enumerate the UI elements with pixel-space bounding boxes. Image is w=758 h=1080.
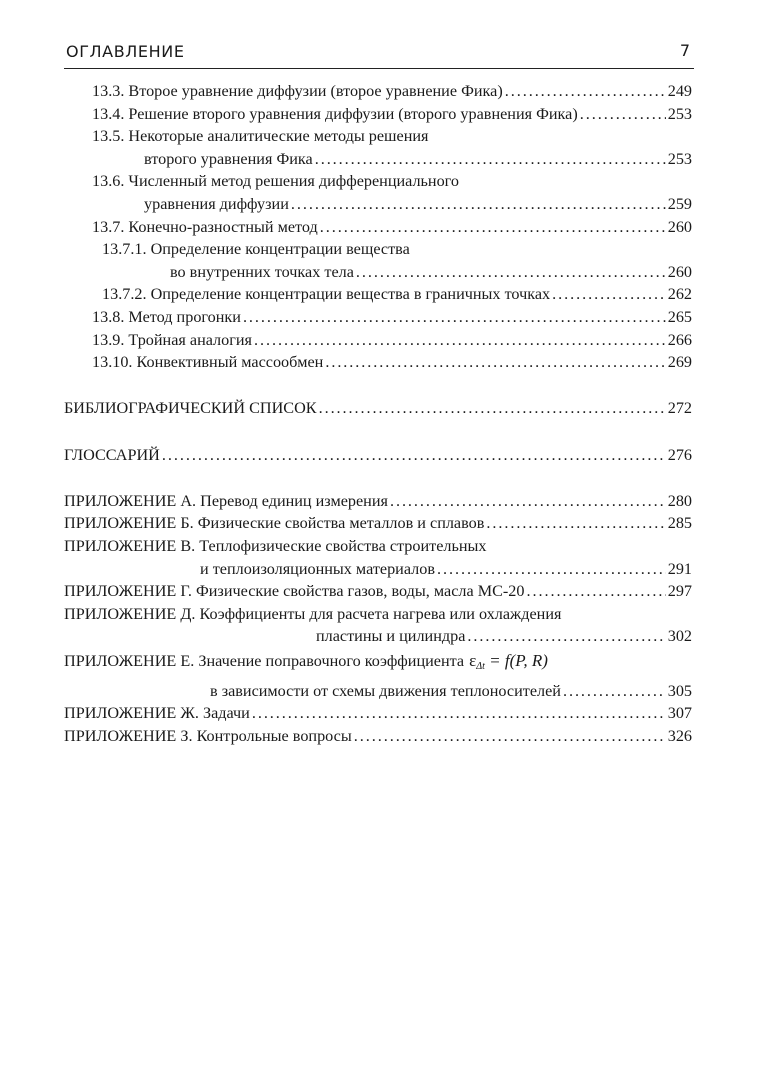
formula-subscript: Δt: [476, 660, 485, 672]
toc-entry-appendix-v[interactable]: [64, 535, 692, 580]
toc-page: 276: [667, 445, 692, 464]
toc-number: 13.7.1.: [102, 240, 147, 259]
toc-title: Определение концентрации вещества в граничных точках: [150, 285, 551, 304]
toc-page: 291: [667, 559, 692, 578]
dot-leader: [486, 512, 665, 535]
dot-leader: [437, 558, 666, 581]
toc-title: Физические свойства металлов и сплавов: [197, 514, 485, 533]
toc-number: 13.4.: [92, 104, 125, 123]
dot-leader: [325, 351, 665, 374]
toc-entry-appendix-a[interactable]: [64, 490, 692, 513]
formula-rest: = f(P, R): [489, 650, 548, 670]
toc-title: Определение концентрации вещества: [150, 240, 410, 259]
toc-entry-13-3[interactable]: [64, 80, 692, 103]
toc-page: 280: [667, 491, 692, 510]
dot-leader: [354, 725, 666, 748]
toc-entry-13-5[interactable]: [64, 125, 692, 170]
toc-page: 326: [667, 727, 692, 746]
toc-title: Конечно-разностный метод: [128, 217, 318, 236]
dot-leader: [467, 625, 665, 648]
spacer: [64, 467, 692, 490]
toc-page: 297: [667, 582, 692, 601]
toc-entry-appendix-e[interactable]: [64, 648, 692, 703]
dot-leader: [356, 261, 666, 284]
toc-title-cont: второго уравнения Фика: [144, 149, 313, 168]
toc-label: ПРИЛОЖЕНИЕ Д.: [64, 604, 196, 623]
toc-title: Решение второго уравнения диффузии (второго уравнения Фика): [128, 104, 578, 123]
dot-leader: [526, 580, 665, 603]
spacer: [64, 420, 692, 443]
spacer: [64, 374, 692, 396]
toc-title: Контрольные вопросы: [196, 727, 352, 746]
toc-title: Некоторые аналитические методы решения: [128, 127, 429, 146]
toc-number: 13.10.: [92, 353, 133, 372]
toc-entry-bibliography[interactable]: [64, 396, 692, 420]
header-title: ОГЛАВЛЕНИЕ: [66, 42, 185, 61]
toc-number: 13.7.2.: [102, 285, 147, 304]
toc-title: Численный метод решения дифференциального: [128, 172, 460, 191]
table-of-contents: [64, 80, 692, 748]
toc-page: 265: [667, 307, 692, 326]
dot-leader: [390, 490, 666, 513]
toc-title: Коэффициенты для расчета нагрева или охлаждения: [199, 604, 562, 623]
toc-number: 13.9.: [92, 330, 125, 349]
header-page-number: 7: [679, 41, 690, 60]
correction-coefficient-formula: [469, 648, 548, 680]
toc-label: ПРИЛОЖЕНИЕ Г.: [64, 582, 192, 601]
toc-page: 272: [667, 398, 692, 417]
toc-label: ПРИЛОЖЕНИЕ Е.: [64, 651, 195, 670]
toc-title: Конвективный массообмен: [136, 353, 324, 372]
toc-page: 307: [667, 704, 692, 723]
toc-title: Метод прогонки: [128, 307, 241, 326]
dot-leader: [252, 702, 666, 725]
toc-page: 305: [667, 681, 692, 700]
toc-title-cont: и теплоизоляционных материалов: [200, 559, 435, 578]
toc-entry-13-9[interactable]: [64, 329, 692, 352]
toc-entry-13-7[interactable]: [64, 216, 692, 239]
toc-title-cont: во внутренних точках тела: [170, 262, 354, 281]
toc-entry-13-4[interactable]: [64, 103, 692, 126]
toc-label: ПРИЛОЖЕНИЕ З.: [64, 727, 193, 746]
toc-page: 269: [667, 353, 692, 372]
toc-entry-appendix-b[interactable]: [64, 512, 692, 535]
toc-number: 13.8.: [92, 307, 125, 326]
dot-leader: [505, 80, 666, 103]
dot-leader: [319, 396, 666, 420]
toc-page: 253: [667, 104, 692, 123]
toc-page: 249: [667, 82, 692, 100]
dot-leader: [580, 103, 666, 126]
toc-entry-13-6[interactable]: [64, 170, 692, 215]
dot-leader: [243, 306, 666, 329]
toc-page: 260: [667, 217, 692, 236]
toc-page: 259: [667, 194, 692, 213]
toc-page: 266: [667, 330, 692, 349]
toc-number: 13.5.: [92, 127, 125, 146]
dot-leader: [320, 216, 666, 239]
toc-title-cont: в зависимости от схемы движения теплоносителей: [210, 681, 561, 700]
toc-entry-13-8[interactable]: [64, 306, 692, 329]
toc-entry-appendix-d[interactable]: [64, 603, 692, 648]
toc-entry-appendix-z[interactable]: [64, 725, 692, 748]
dot-leader: [162, 443, 666, 467]
toc-entry-13-7-1[interactable]: [64, 238, 692, 283]
toc-label: ПРИЛОЖЕНИЕ А.: [64, 491, 197, 510]
toc-title: Второе уравнение диффузии (второе уравнение Фика): [128, 82, 503, 100]
toc-entry-13-10[interactable]: [64, 351, 692, 374]
toc-title: ГЛОССАРИЙ: [64, 445, 160, 464]
formula-symbol: ε: [469, 650, 477, 670]
toc-page: 253: [667, 149, 692, 168]
dot-leader: [552, 283, 666, 306]
toc-number: 13.7.: [92, 217, 125, 236]
toc-page: 302: [667, 627, 692, 646]
toc-title: Задачи: [202, 704, 250, 723]
toc-label: ПРИЛОЖЕНИЕ Ж.: [64, 704, 199, 723]
dot-leader: [254, 329, 666, 352]
toc-label: ПРИЛОЖЕНИЕ В.: [64, 536, 196, 555]
toc-label: ПРИЛОЖЕНИЕ Б.: [64, 514, 194, 533]
dot-leader: [291, 193, 666, 216]
toc-page: 260: [667, 262, 692, 281]
toc-entry-appendix-zh[interactable]: [64, 702, 692, 725]
toc-entry-13-7-2[interactable]: [64, 283, 692, 306]
dot-leader: [563, 680, 666, 703]
dot-leader: [315, 148, 666, 171]
toc-title: Перевод единиц измерения: [200, 491, 388, 510]
running-header: [64, 38, 694, 69]
toc-title-cont: уравнения диффузии: [144, 194, 289, 213]
toc-number: 13.6.: [92, 172, 125, 191]
toc-title: Значение поправочного коэффициента: [198, 651, 465, 670]
toc-entry-appendix-g[interactable]: [64, 580, 692, 603]
toc-page: 262: [667, 285, 692, 304]
toc-number: 13.3.: [92, 82, 125, 100]
toc-title: БИБЛИОГРАФИЧЕСКИЙ СПИСОК: [64, 398, 317, 417]
toc-page: 285: [667, 514, 692, 533]
toc-entry-glossary[interactable]: [64, 443, 692, 467]
toc-title: Физические свойства газов, воды, масла МС-20: [195, 582, 525, 601]
toc-title: Тройная аналогия: [128, 330, 252, 349]
toc-title: Теплофизические свойства строительных: [199, 536, 487, 555]
toc-title-cont: пластины и цилиндра: [316, 627, 466, 646]
